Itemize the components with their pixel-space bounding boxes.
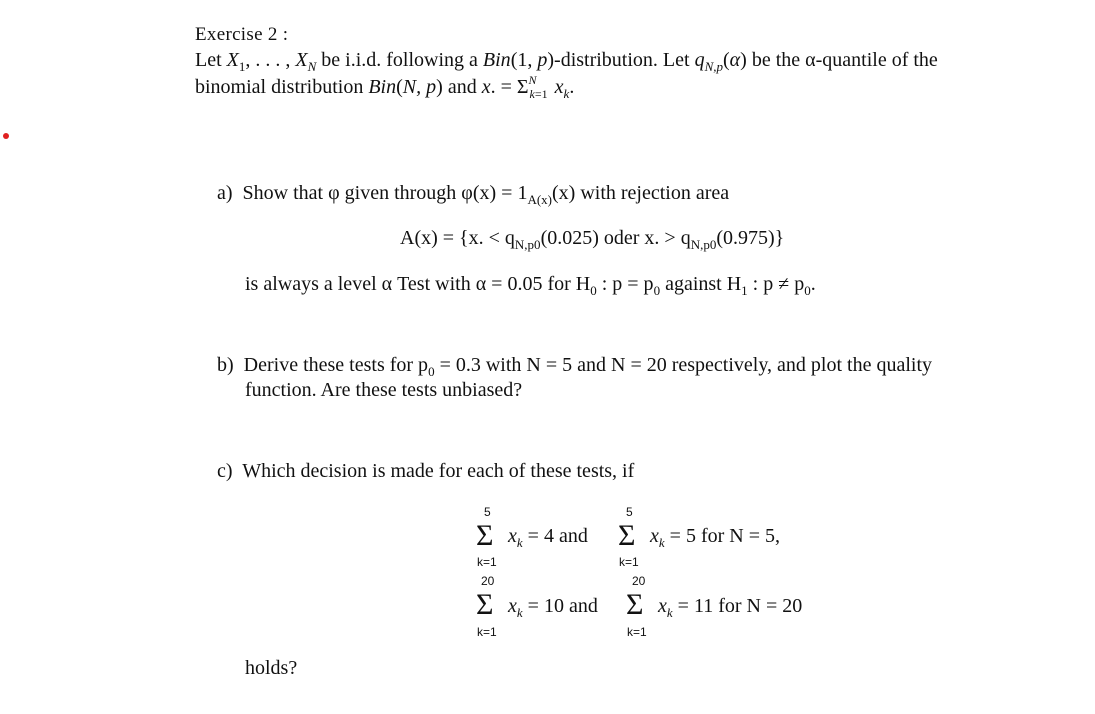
sum-row-1-end: $x_k = 5$ for N = 5, [650,525,780,550]
part-c-closing: holds? [245,657,298,679]
part-a-formula: A(x) = {x. < $q_{N,p0}(0.025)$ oder x. > $q_{N,p0}(0.975)$} [400,227,785,252]
sum-lower-limit: k=1 [477,625,497,639]
sum-symbol: Σ [476,588,494,621]
part-a-line-1: a) Show that φ given through $\varphi(x) = 1_{A(x)}(x)$ with rejection area [217,182,730,207]
part-a-line-2: is always a level α Test with α = 0.05 for $H_0$ : $p = p_0$ against $H_1$ : $p \ne p_0$. [245,273,816,298]
sum-row-2-end: $x_k = 11$ for N = 20 [658,595,803,620]
part-b-line-2: function. Are these tests unbiased? [245,379,523,401]
intro-line-2: binomial distribution Bin(N, p) and x. = $\Sigma^N_{k=1}$ $x_k$. [195,73,575,101]
part-c-question: c) Which decision is made for each of these tests, if [217,460,635,482]
sum-upper-limit: 20 [481,574,495,588]
sum-lower-limit: k=1 [477,555,497,569]
red-bullet-mark [3,133,9,139]
sum-lower-limit: k=1 [627,625,647,639]
sum-symbol: Σ [618,519,636,552]
part-b-line-1: b) Derive these tests for $p_0 = 0.3$ with N = 5 and N = 20 respectively, and plot the quality [217,354,933,379]
sum-upper-limit: 5 [484,505,491,519]
intro-line-1: Let $X_1$, . . . , $X_N$ be i.i.d. following a Bin(1, p)-distribution. Let $q_{N,p}(\alpha)$ be the α-quantile of the [195,49,938,74]
sum-upper-limit: 20 [632,574,646,588]
sum-row-2-mid: $x_k = 10$ and [508,595,598,620]
sum-symbol: Σ [626,588,644,621]
sum-lower-limit: k=1 [619,555,639,569]
sum-upper-limit: 5 [626,505,633,519]
exercise-title: Exercise 2 : [195,24,289,45]
sum-row-1-mid: $x_k = 4$ and [508,525,588,550]
sum-symbol: Σ [476,519,494,552]
